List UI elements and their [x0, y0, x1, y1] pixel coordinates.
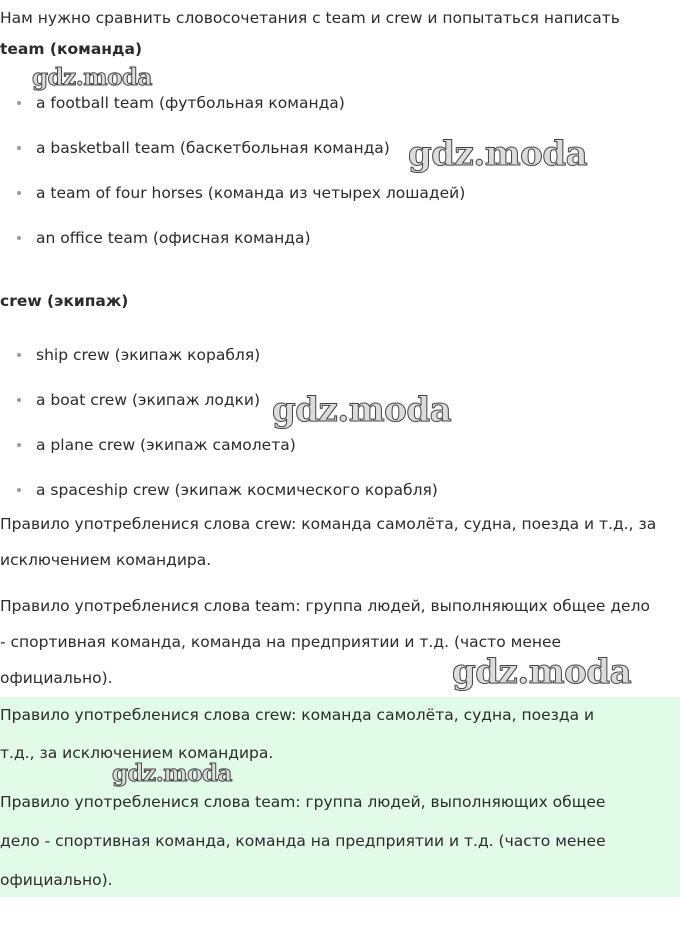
- intro-text: Нам нужно сравнить словосочетания с team и crew и попытаться написать: [0, 9, 620, 27]
- bullet-icon: [17, 443, 21, 447]
- team-list-item: an office team (офисная команда): [36, 229, 311, 247]
- watermark: gdz.moda: [408, 134, 588, 174]
- watermark: gdz.moda: [32, 64, 152, 91]
- team-list-item: a team of four horses (команда из четырех лошадей): [36, 184, 466, 202]
- rule-crew-line: исключением командира.: [0, 551, 212, 569]
- watermark: gdz.moda: [452, 652, 632, 692]
- watermark: gdz.moda: [112, 760, 232, 787]
- rule-team-line: официально).: [0, 669, 113, 687]
- rule-crew-line: Правило употреблениcя слова crew: команда самолёта, судна, поезда и т.д., за: [0, 515, 657, 533]
- bullet-icon: [17, 488, 21, 492]
- watermark: gdz.moda: [272, 390, 452, 430]
- highlight-team-line: Правило употреблениcя слова team: группа людей, выполняющих общее: [0, 793, 606, 811]
- crew-heading: crew (экипаж): [0, 292, 129, 310]
- team-list-item: a basketball team (баскетбольная команда): [36, 139, 390, 157]
- crew-list-item: a plane crew (экипаж самолета): [36, 436, 296, 454]
- highlight-crew-line: т.д., за исключением командира.: [0, 744, 274, 762]
- rule-team-line: Правило употреблениcя слова team: группа людей, выполняющих общее дело: [0, 597, 650, 615]
- highlight-crew-line: Правило употреблениcя слова crew: команда самолёта, судна, поезда и: [0, 706, 595, 724]
- bullet-icon: [17, 101, 21, 105]
- bullet-icon: [17, 236, 21, 240]
- bullet-icon: [17, 398, 21, 402]
- highlight-team-line: дело - спортивная команда, команда на предприятии и т.д. (часто менее: [0, 832, 606, 850]
- highlight-team-line: официально).: [0, 871, 113, 889]
- bullet-icon: [17, 191, 21, 195]
- crew-list-item: a spaceship crew (экипаж космического корабля): [36, 481, 438, 499]
- rule-team-line: - спортивная команда, команда на предприятии и т.д. (часто менее: [0, 633, 562, 651]
- team-list-item: a football team (футбольная команда): [36, 94, 345, 112]
- team-heading: team (команда): [0, 40, 143, 58]
- bullet-icon: [17, 353, 21, 357]
- crew-list-item: a boat crew (экипаж лодки): [36, 391, 261, 409]
- crew-list-item: ship crew (экипаж корабля): [36, 346, 261, 364]
- bullet-icon: [17, 146, 21, 150]
